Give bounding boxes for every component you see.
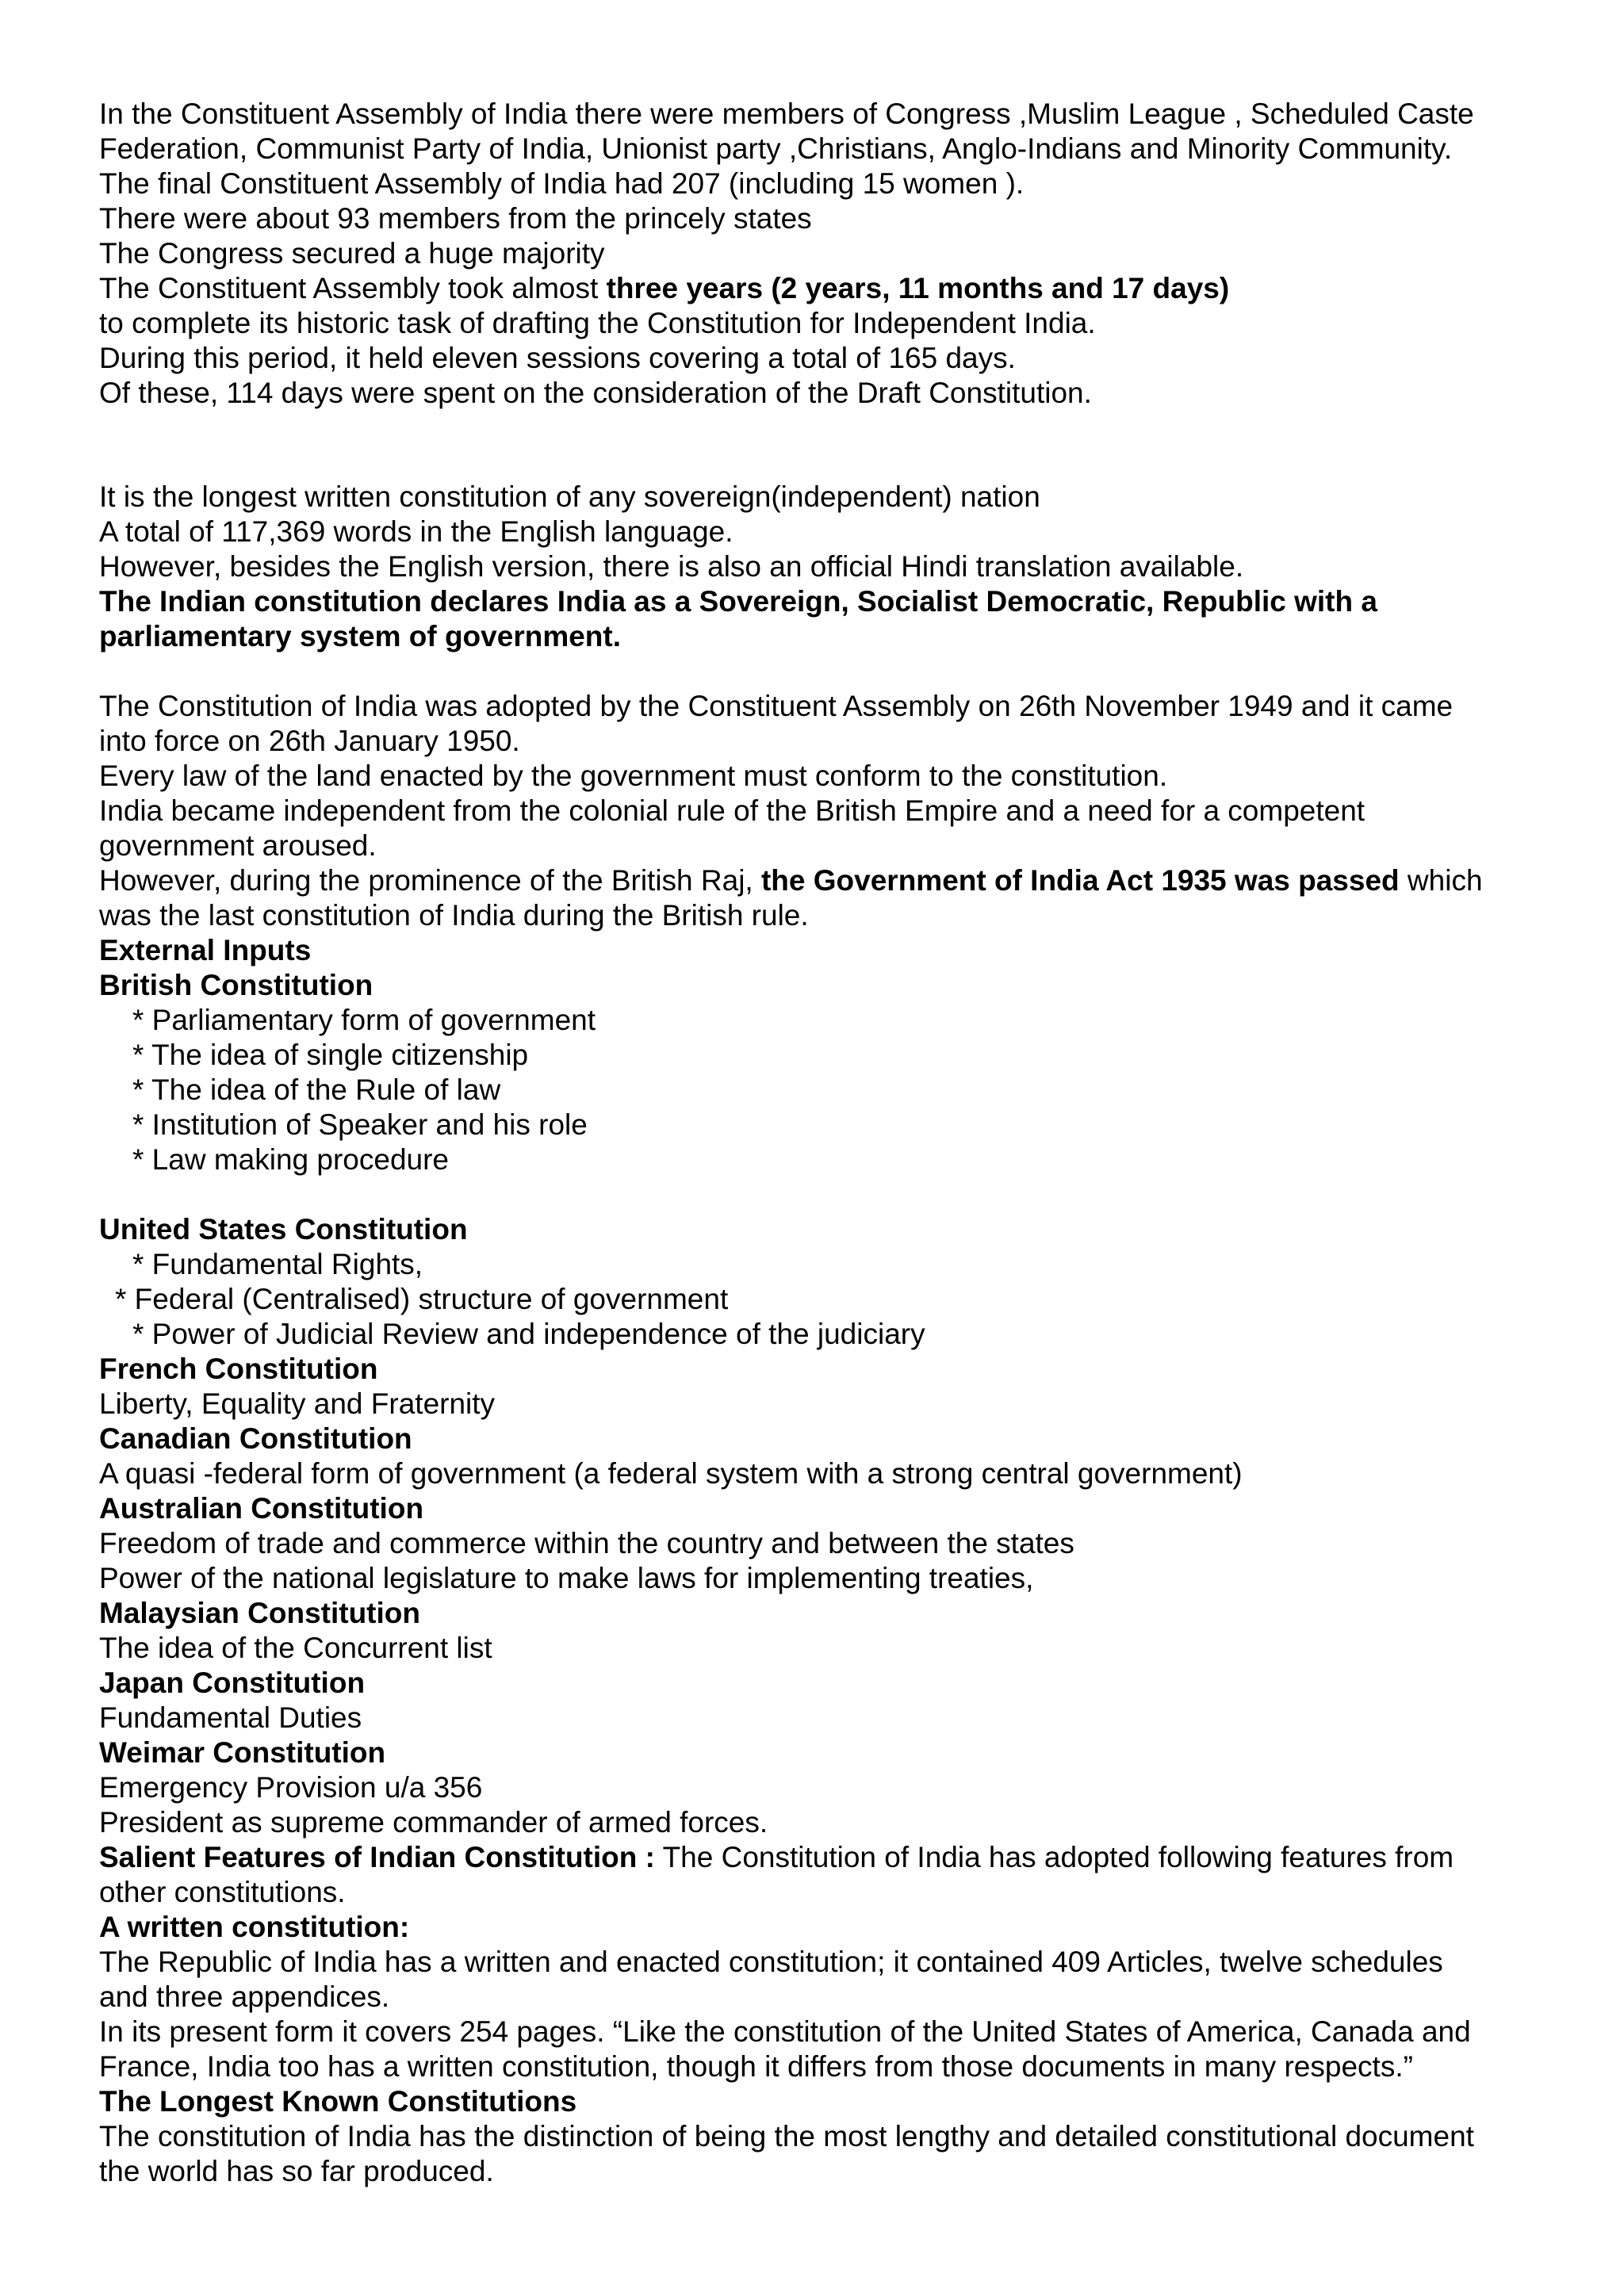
text-line: President as supreme commander of armed forces. <box>99 1806 768 1839</box>
section-heading: Australian Constitution <box>99 1492 424 1525</box>
text-line: Freedom of trade and commerce within the country and between the states <box>99 1527 1074 1559</box>
bullet-item: * Law making procedure <box>132 1143 449 1176</box>
text-line: The constitution of India has the distinction of being the most lengthy and detailed constitutional document <box>99 2120 1474 2152</box>
bullet-item: * Federal (Centralised) structure of government <box>115 1283 729 1315</box>
bullet-item: * Parliamentary form of government <box>132 1004 596 1036</box>
bold-text: the Government of India Act 1935 was passed <box>760 864 1400 897</box>
text-line <box>99 271 1558 306</box>
text-line: France, India too has a written constitution, though it differs from those documents in many respects.” <box>99 2050 1413 2083</box>
bold-text: Salient Features of Indian Constitution : <box>99 1841 655 1873</box>
section-heading: United States Constitution <box>99 1213 468 1246</box>
text-line: In its present form it covers 254 pages. “Like the constitution of the United States of America, Canada and <box>99 2015 1471 2048</box>
text-line: into force on 26th January 1950. <box>99 725 520 757</box>
text-line: to complete its historic task of drafting the Constitution for Independent India. <box>99 307 1096 339</box>
spacer <box>99 654 1558 689</box>
text-line: was the last constitution of India during the British rule. <box>99 899 809 932</box>
text-line: The idea of the Concurrent list <box>99 1632 492 1664</box>
bullet-item: * The idea of single citizenship <box>132 1039 529 1071</box>
text-line <box>99 863 1558 898</box>
section-heading: Japan Constitution <box>99 1667 366 1699</box>
section-heading: Malaysian Constitution <box>99 1597 420 1629</box>
bullet-item: * Institution of Speaker and his role <box>132 1108 588 1141</box>
text-line: India became independent from the colonial rule of the British Empire and a need for a competent <box>99 794 1365 827</box>
text-line: It is the longest written constitution of any sovereign(independent) nation <box>99 480 1040 513</box>
bullet-item: * Fundamental Rights, <box>132 1248 423 1280</box>
text-line: The Republic of India has a written and enacted constitution; it contained 409 Articles, twelve schedules <box>99 1946 1443 1978</box>
bold-text: three years (2 years, 11 months and 17 days) <box>606 272 1230 304</box>
text-span: However, during the prominence of the British Raj, <box>99 864 761 897</box>
text-line: Power of the national legislature to make laws for implementing treaties, <box>99 1562 1034 1594</box>
text-line: The Constitution of India was adopted by the Constituent Assembly on 26th November 1949 and it came <box>99 690 1454 722</box>
text-line: However, besides the English version, there is also an official Hindi translation available. <box>99 550 1244 583</box>
section-heading: External Inputs <box>99 934 312 966</box>
text-line: The final Constituent Assembly of India had 207 (including 15 women ). <box>99 167 1025 200</box>
text-line: the world has so far produced. <box>99 2155 494 2187</box>
text-span: which <box>1399 864 1483 897</box>
bullet-item: * Power of Judicial Review and independence of the judiciary <box>132 1318 925 1350</box>
text-line: and three appendices. <box>99 1980 390 2013</box>
text-line: There were about 93 members from the princely states <box>99 202 812 235</box>
section-heading: A written constitution: <box>99 1911 410 1943</box>
section-heading: Canadian Constitution <box>99 1422 412 1455</box>
text-line: The Congress secured a huge majority <box>99 237 605 270</box>
spacer <box>99 1177 1558 1212</box>
text-line: Every law of the land enacted by the government must conform to the constitution. <box>99 760 1168 792</box>
text-line: During this period, it held eleven sessions covering a total of 165 days. <box>99 342 1016 374</box>
spacer <box>99 411 1558 480</box>
text-line: Fundamental Duties <box>99 1701 362 1734</box>
text-line: government aroused. <box>99 829 377 862</box>
section-heading: French Constitution <box>99 1353 378 1385</box>
section-heading: The Longest Known Constitutions <box>99 2085 577 2118</box>
document-page <box>99 97 1558 2189</box>
bold-line: The Indian constitution declares India as a Sovereign, Socialist Democratic, Republic with a <box>99 585 1377 618</box>
section-heading: Weimar Constitution <box>99 1736 386 1769</box>
text-line <box>99 1840 1558 1875</box>
text-line: other constitutions. <box>99 1876 346 1908</box>
section-heading: British Constitution <box>99 969 373 1001</box>
text-line: Of these, 114 days were spent on the consideration of the Draft Constitution. <box>99 377 1092 409</box>
text-span: The Constituent Assembly took almost <box>99 272 607 304</box>
bold-line: parliamentary system of government. <box>99 620 621 652</box>
bullet-item: * The idea of the Rule of law <box>132 1073 501 1106</box>
text-line: Liberty, Equality and Fraternity <box>99 1387 496 1420</box>
text-line: Federation, Communist Party of India, Unionist party ,Christians, Anglo-Indians and Minority Community. <box>99 132 1453 165</box>
text-line: Emergency Provision u/a 356 <box>99 1771 483 1804</box>
text-line: A quasi -federal form of government (a federal system with a strong central government) <box>99 1457 1243 1490</box>
text-span: The Constitution of India has adopted following features from <box>654 1841 1454 1873</box>
text-line: In the Constituent Assembly of India there were members of Congress ,Muslim League , Scheduled Caste <box>99 98 1474 130</box>
text-line: A total of 117,369 words in the English language. <box>99 515 733 548</box>
